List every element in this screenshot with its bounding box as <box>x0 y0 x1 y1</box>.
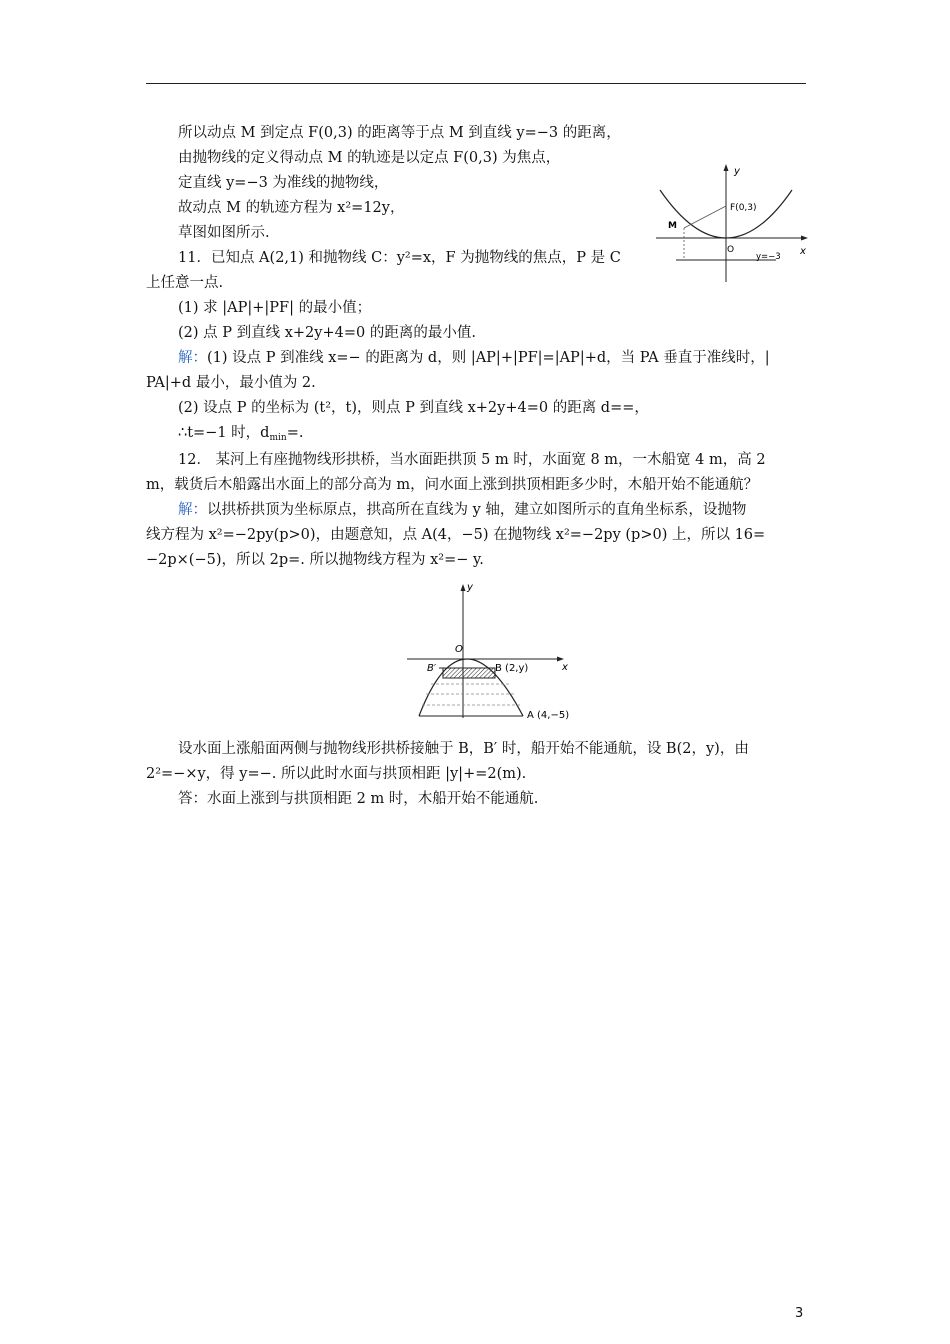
text-line: 2²=−×y，得 y=−. 所以此时水面与拱顶相距 |y|+=2(m). <box>146 766 527 782</box>
solution-line: 解：以拱桥拱顶为坐标原点，拱高所在直线为 y 轴，建立如图所示的直角坐标系，设抛物 <box>178 502 747 518</box>
problem-12: 12． 某河上有座抛物线形拱桥，当水面距拱顶 5 m 时，水面宽 8 m，一木船宽 4 m，高 2 <box>178 452 766 468</box>
text-line: 草图如图所示. <box>178 225 270 241</box>
boat-hatched <box>443 668 495 678</box>
problem-11: 11．已知点 A(2,1) 和抛物线 C：y²=x，F 为抛物线的焦点，P 是 C <box>178 250 621 266</box>
text-line: 上任意一点. <box>146 275 224 291</box>
text-line: 由抛物线的定义得动点 M 的轨迹是以定点 F(0,3) 为焦点， <box>178 150 561 166</box>
y-axis-arrow <box>724 164 729 171</box>
text-line: 设水面上涨船面两侧与抛物线形拱桥接触于 B，B′ 时，船开始不能通航，设 B(2，y)，由 <box>178 741 749 757</box>
origin-label: O <box>727 245 735 255</box>
solution-label: 解： <box>178 350 207 366</box>
x-label: x <box>562 662 568 673</box>
point-m-label: M <box>668 221 677 231</box>
y-axis-arrow <box>461 584 466 591</box>
focus-label: F(0,3) <box>730 203 757 213</box>
arch-bridge-figure <box>405 578 585 723</box>
text-line: (1) 求 |AP|+|PF| 的最小值； <box>178 300 372 316</box>
solution-label: 解： <box>178 502 207 518</box>
text-line: 线方程为 x²=−2py(p>0)，由题意知，点 A(4，−5) 在抛物线 x²=−2py (p>0) 上，所以 16= <box>146 527 766 543</box>
solution-line: 解：(1) 设点 P 到准线 x=− 的距离为 d，则 |AP|+|PF|=|AP|+d，当 PA 垂直于准线时，| <box>178 350 770 366</box>
text-line: m，载货后木船露出水面上的部分高为 m，问水面上涨到拱顶相距多少时，木船开始不能通航？ <box>146 477 759 493</box>
origin-label: O <box>455 644 463 655</box>
header-rule <box>146 83 806 84</box>
b-label: B (2,y) <box>495 663 529 674</box>
parabola-figure-1 <box>654 160 814 290</box>
text-line: 故动点 M 的轨迹方程为 x²=12y， <box>178 200 405 216</box>
text-line: −2p×(−5)，所以 2p=. 所以抛物线方程为 x²=− y. <box>146 552 484 568</box>
x-axis-arrow <box>557 657 564 662</box>
text-line: (2) 点 P 到直线 x+2y+4=0 的距离的最小值. <box>178 325 476 341</box>
a-label: A (4,−5) <box>527 710 570 721</box>
text-line: ∴t=−1 时，$d_{min}=$. <box>178 425 304 443</box>
y-label: y <box>467 582 473 593</box>
text-line: PA|+d 最小，最小值为 2. <box>146 375 316 391</box>
y-label: y <box>734 166 740 177</box>
directrix-label: y=−3 <box>756 252 781 262</box>
x-axis-arrow <box>801 236 808 241</box>
text-line: (2) 设点 P 的坐标为 (t²，t)，则点 P 到直线 x+2y+4=0 的距离 d==， <box>178 400 649 416</box>
text-line: 所以动点 M 到定点 F(0,3) 的距离等于点 M 到直线 y=−3 的距离， <box>178 125 621 141</box>
b-prime-label: B′ <box>427 663 437 674</box>
answer-line: 答：水面上涨到与拱顶相距 2 m 时，木船开始不能通航. <box>178 791 539 807</box>
focal-segment <box>684 206 726 228</box>
text-line: 定直线 y=−3 为准线的抛物线， <box>178 175 389 191</box>
x-label: x <box>800 246 806 257</box>
page-number: 3 <box>795 1306 804 1321</box>
